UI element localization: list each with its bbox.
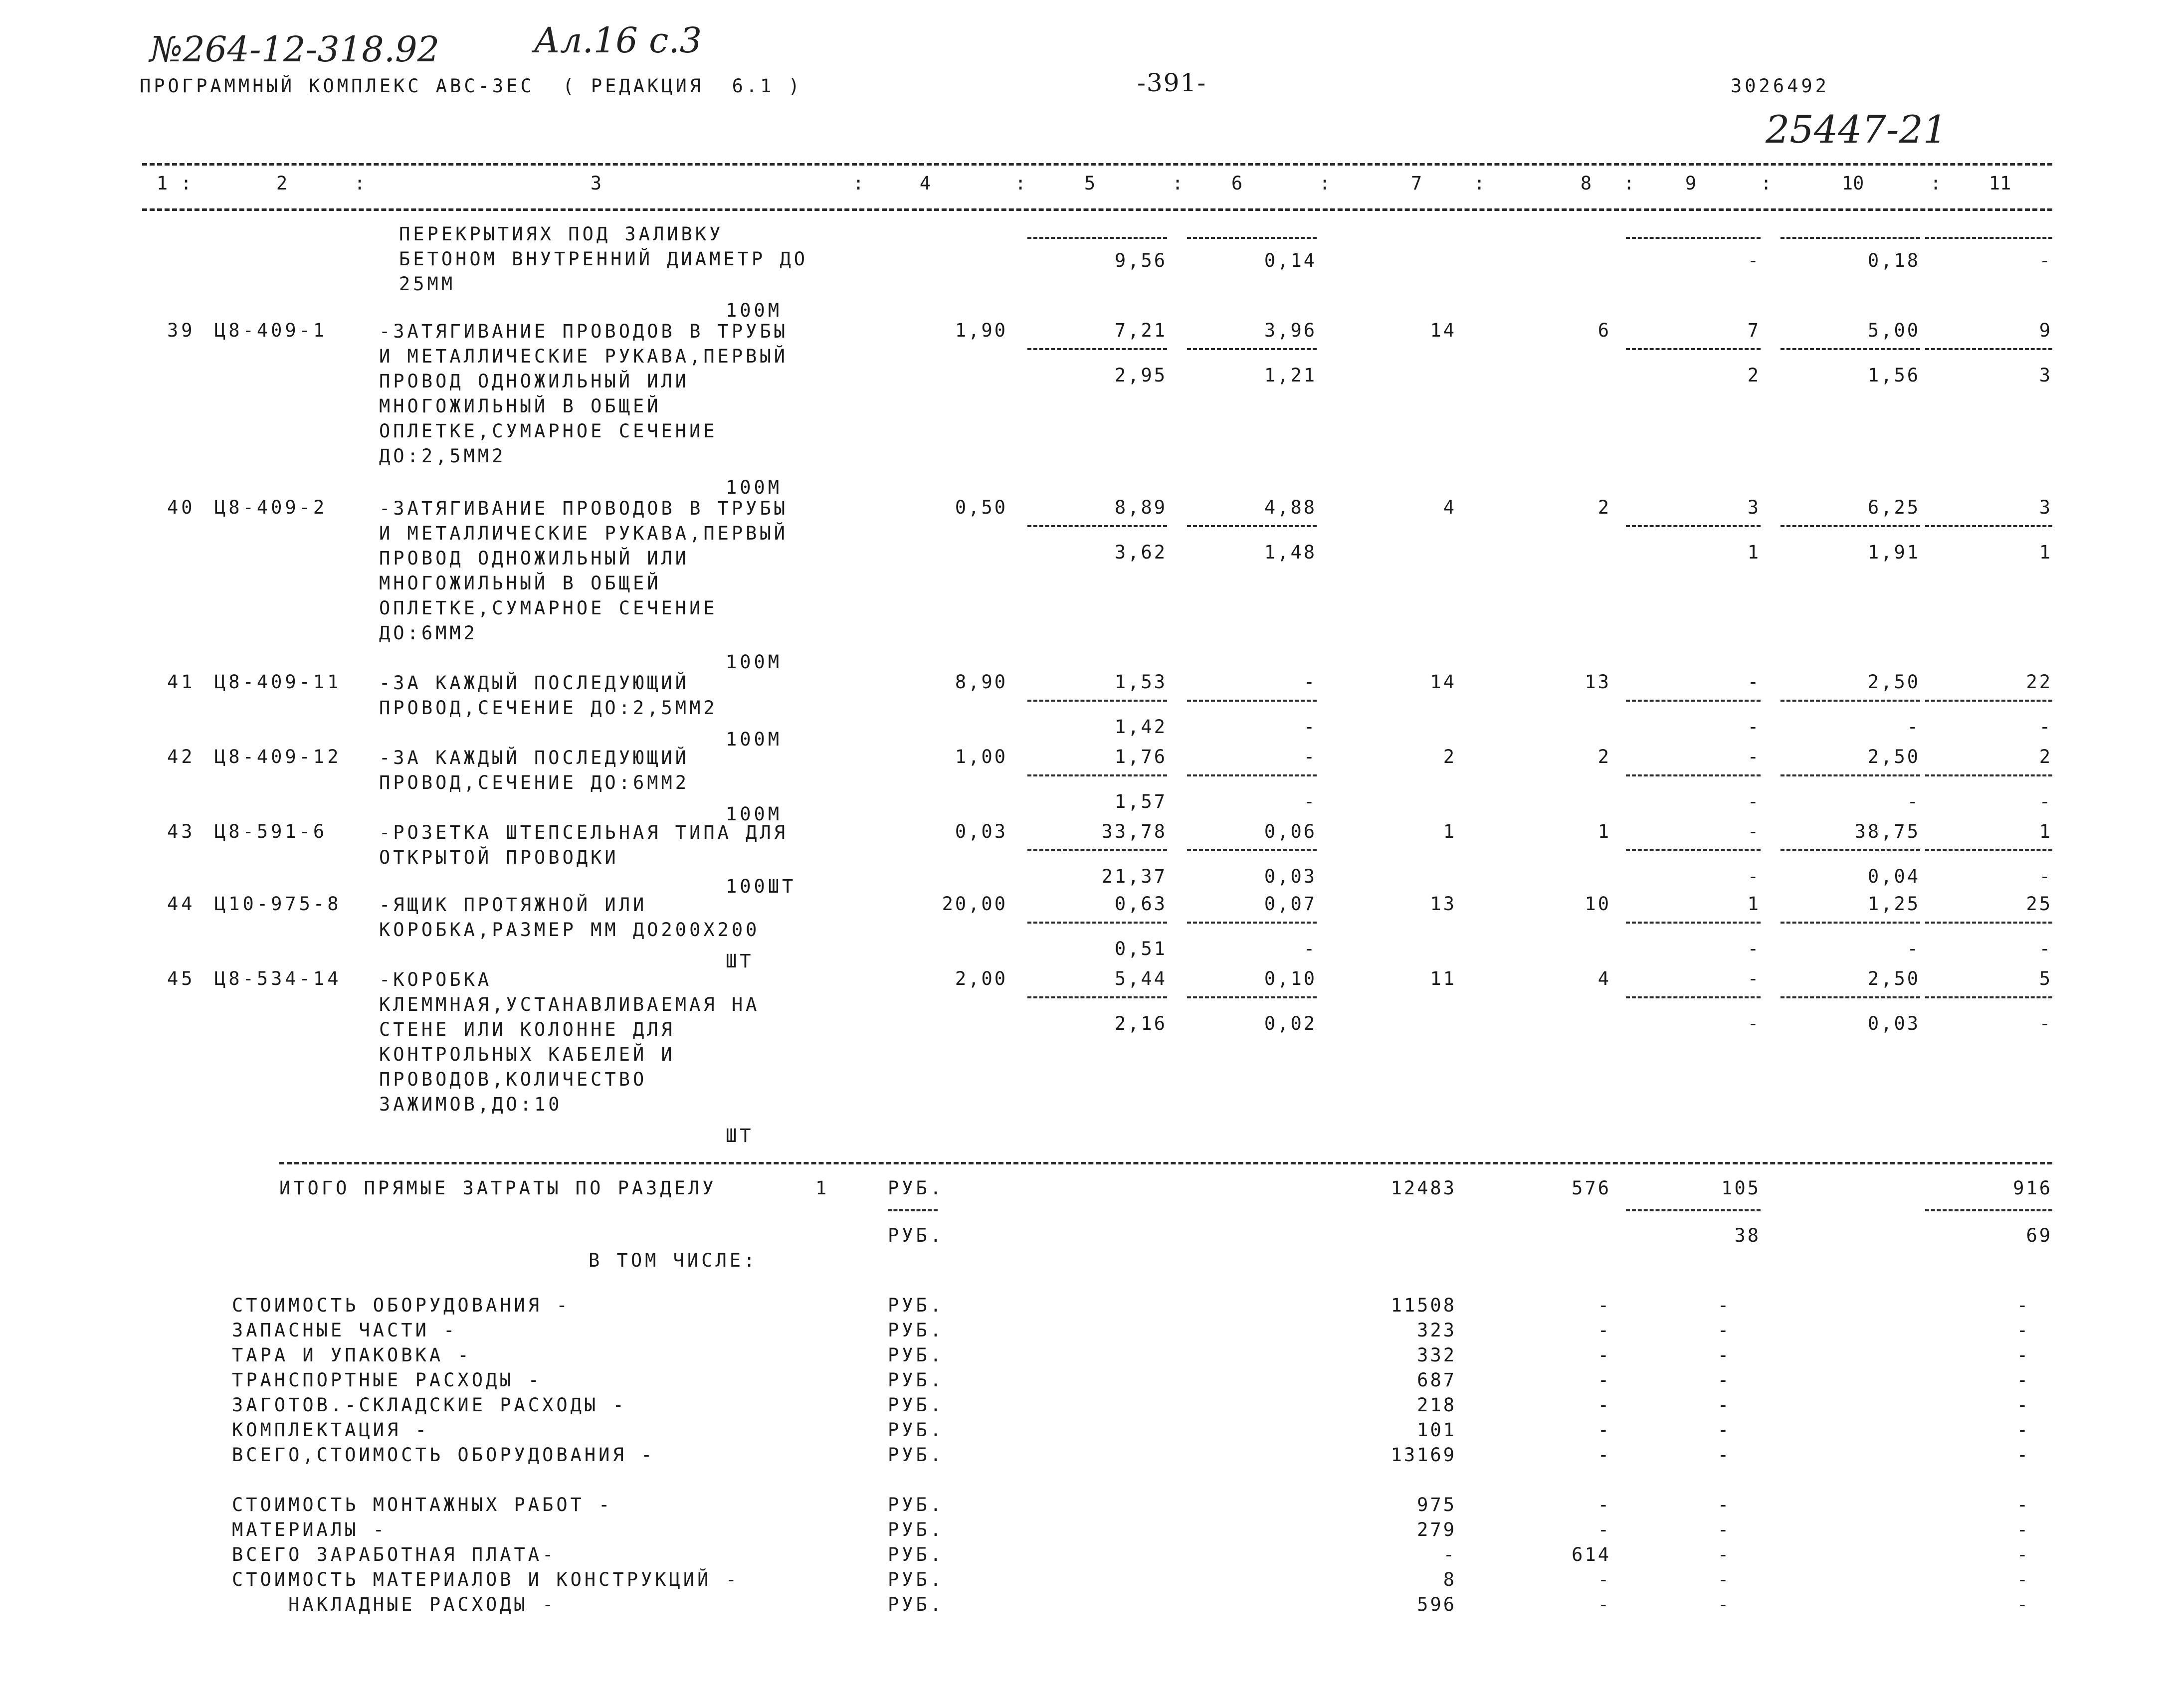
cell-c9: -: [1747, 1013, 1761, 1034]
cell-c7: 975: [1417, 1494, 1456, 1516]
cell-c7: 596: [1417, 1594, 1456, 1615]
row-unit: 100М: [726, 477, 783, 498]
totals-col11-rule: [1925, 1209, 2052, 1211]
cell-c11: -: [2016, 1295, 2030, 1316]
cell-rule-c6: [1187, 774, 1317, 776]
cell-c11: 25: [2026, 893, 2052, 915]
handwritten-doc-number: №264-12-318.92: [150, 29, 440, 70]
cell-c11: 3: [2039, 365, 2052, 386]
cell-c5: 1,42: [1114, 716, 1167, 738]
cell-c5: 3,62: [1114, 542, 1167, 563]
cell-rule-c6: [1187, 849, 1317, 851]
cell-c9: -: [1747, 746, 1761, 767]
column-number-5: 5: [1084, 173, 1096, 194]
cell-c5: 7,21: [1114, 320, 1167, 341]
cell-rule-c11: [1925, 849, 2052, 851]
cell-c7: 14: [1430, 320, 1456, 341]
row-description: -ЗАТЯГИВАНИЕ ПРОВОДОВ В ТРУБЫ И МЕТАЛЛИЧЕСКИЕ РУКАВА,ПЕРВЫЙ ПРОВОД ОДНОЖИЛЬНЫЙ ИЛИ МНОГОЖИЛЬНЫЙ В ОБЩЕЙ ОПЛЕТКЕ,СУМАРНОЕ СЕЧЕНИЕ ДО:6ММ2: [379, 498, 789, 644]
cell-c9: -: [1717, 1444, 1731, 1466]
cell-c6: 1,21: [1264, 365, 1317, 386]
totals-section: 1: [815, 1177, 830, 1199]
cell-c9: -: [1747, 968, 1761, 989]
cell-c6: 0,10: [1264, 968, 1317, 989]
row-unit: ШТ: [726, 950, 754, 972]
cell-c11: 9: [2039, 320, 2052, 341]
row-description: -ЗАТЯГИВАНИЕ ПРОВОДОВ В ТРУБЫ И МЕТАЛЛИЧЕСКИЕ РУКАВА,ПЕРВЫЙ ПРОВОД ОДНОЖИЛЬНЫЙ ИЛИ МНОГОЖИЛЬНЫЙ В ОБЩЕЙ ОПЛЕТКЕ,СУМАРНОЕ СЕЧЕНИЕ ДО:2,5ММ2: [379, 321, 789, 467]
totals-col9-rule: [1626, 1209, 1761, 1211]
cell-c9: 2: [1747, 365, 1761, 386]
cell-c10: 0,04: [1867, 866, 1920, 887]
totals-col9a: 105: [1721, 1177, 1761, 1199]
cell-rule-c5: [1027, 774, 1167, 776]
cell-c5: 33,78: [1101, 821, 1167, 842]
breakdown-currency: РУБ.: [888, 1369, 945, 1391]
cell-rule-c11: [1925, 700, 2052, 702]
row-code: Ц8-409-11: [214, 671, 342, 693]
totals-col9b: 38: [1734, 1225, 1761, 1246]
cell-rule-c10: [1781, 237, 1920, 239]
cell-c6: -: [1303, 791, 1317, 812]
cell-rule-c6: [1187, 996, 1317, 998]
cell-c8: -: [1597, 1494, 1611, 1516]
row-description: -ЗА КАЖДЫЙ ПОСЛЕДУЮЩИЙ ПРОВОД,СЕЧЕНИЕ ДО:6ММ2: [379, 747, 690, 793]
cell-c7: 14: [1430, 671, 1456, 693]
cell-c11: 1: [2039, 821, 2052, 842]
row-code: Ц8-409-2: [214, 497, 328, 518]
column-separator: :: [1319, 173, 1331, 194]
cell-c9: -: [1747, 716, 1761, 738]
cell-c7: 11508: [1390, 1295, 1456, 1316]
cell-c6: 4,88: [1264, 497, 1317, 518]
cell-c11: -: [2039, 791, 2052, 812]
cell-rule-c11: [1925, 996, 2052, 998]
cell-c10: 5,00: [1867, 320, 1920, 341]
cell-rule-c10: [1781, 774, 1920, 776]
cell-c9: -: [1747, 938, 1761, 959]
program-title: ПРОГРАММНЫЙ КОМПЛЕКС АВС-3ЕС ( РЕДАКЦИЯ 6.1 ): [140, 75, 802, 97]
row-code: Ц8-409-12: [214, 746, 342, 767]
header-rule-bottom: [142, 208, 2052, 211]
cell-c8: 10: [1585, 893, 1611, 915]
row-number: 45: [167, 968, 196, 989]
cell-c11: -: [2016, 1519, 2030, 1540]
cell-c9: 7: [1747, 320, 1761, 341]
cell-c10: 0,03: [1867, 1013, 1920, 1034]
cell-c9: -: [1717, 1419, 1731, 1441]
cell-c9: 1: [1747, 542, 1761, 563]
cell-c9: -: [1717, 1519, 1731, 1540]
cell-c4: 0,03: [955, 821, 1007, 842]
breakdown-label: МАТЕРИАЛЫ -: [232, 1519, 388, 1540]
cell-c6: -: [1303, 671, 1317, 693]
cell-rule-c11: [1925, 237, 2052, 239]
breakdown-currency: РУБ.: [888, 1295, 945, 1316]
totals-label: ИТОГО ПРЯМЫЕ ЗАТРАТЫ ПО РАЗДЕЛУ: [279, 1177, 717, 1199]
breakdown-currency: РУБ.: [888, 1419, 945, 1441]
cell-c6: 0,02: [1264, 1013, 1317, 1034]
row-description: -РОЗЕТКА ШТЕПСЕЛЬНАЯ ТИПА ДЛЯ ОТКРЫТОЙ ПРОВОДКИ: [379, 822, 789, 868]
cell-c8: -: [1597, 1444, 1611, 1466]
cell-c7: 101: [1417, 1419, 1456, 1441]
column-number-3: 3: [590, 173, 602, 194]
breakdown-label: СТОИМОСТЬ ОБОРУДОВАНИЯ -: [232, 1295, 571, 1316]
cell-c11: 1: [2039, 542, 2052, 563]
row-number: 40: [167, 497, 196, 518]
cell-c9: -: [1717, 1394, 1731, 1416]
row-unit: 100М: [726, 300, 783, 321]
cell-rule-c5: [1027, 922, 1167, 924]
cell-c11: -: [2016, 1394, 2030, 1416]
cell-c8: -: [1597, 1569, 1611, 1590]
cell-c6: -: [1303, 746, 1317, 767]
cell-c5: 5,44: [1114, 968, 1167, 989]
row-description: ПЕРЕКРЫТИЯХ ПОД ЗАЛИВКУ БЕТОНОМ ВНУТРЕННИЙ ДИАМЕТР ДО 25ММ: [399, 223, 808, 295]
cell-c11: -: [2039, 1013, 2052, 1034]
cell-c10: -: [1907, 938, 1920, 959]
column-separator: :: [1761, 173, 1772, 194]
column-number-6: 6: [1231, 173, 1243, 194]
cell-rule-c10: [1781, 922, 1920, 924]
cell-c4: 1,00: [955, 746, 1007, 767]
cell-c8: 6: [1597, 320, 1611, 341]
cell-c9: -: [1747, 821, 1761, 842]
column-separator: :: [1623, 173, 1635, 194]
cell-c7: 332: [1417, 1344, 1456, 1366]
column-separator: :: [853, 173, 864, 194]
cell-c4: 0,50: [955, 497, 1007, 518]
row-number: 42: [167, 746, 196, 767]
cell-c7: 13169: [1390, 1444, 1456, 1466]
cell-c11: -: [2039, 866, 2052, 887]
cell-rule-c10: [1781, 525, 1920, 527]
cell-c9: -: [1717, 1594, 1731, 1615]
breakdown-currency: РУБ.: [888, 1569, 945, 1590]
cell-c9: -: [1717, 1544, 1731, 1565]
column-separator: :: [354, 173, 366, 194]
cell-rule-c10: [1781, 996, 1920, 998]
row-number: 41: [167, 671, 196, 693]
totals-rule: [279, 1162, 2052, 1164]
cell-rule-c9: [1626, 700, 1761, 702]
row-description: -ЯЩИК ПРОТЯЖНОЙ ИЛИ КОРОБКА,РАЗМЕР ММ ДО200Х200: [379, 894, 760, 941]
cell-c8: 614: [1572, 1544, 1611, 1565]
row-code: Ц10-975-8: [214, 893, 342, 915]
cell-c11: 2: [2039, 746, 2052, 767]
cell-c11: -: [2016, 1419, 2030, 1441]
cell-c8: -: [1597, 1419, 1611, 1441]
cell-c10: 2,50: [1867, 968, 1920, 989]
totals-currency-1: РУБ.: [888, 1177, 945, 1199]
totals-currency-2: РУБ.: [888, 1225, 945, 1246]
cell-c8: 2: [1597, 746, 1611, 767]
cell-c10: 6,25: [1867, 497, 1920, 518]
cell-c9: -: [1717, 1569, 1731, 1590]
cell-c9: -: [1747, 250, 1761, 271]
cell-c8: 1: [1597, 821, 1611, 842]
row-unit: 100М: [726, 729, 783, 750]
handwritten-code: 25447-21: [1766, 107, 1948, 152]
cell-c10: -: [1907, 791, 1920, 812]
cell-rule-c11: [1925, 525, 2052, 527]
breakdown-currency: РУБ.: [888, 1519, 945, 1540]
cell-rule-c6: [1187, 700, 1317, 702]
page-number: -391-: [1137, 68, 1207, 97]
cell-c5: 1,76: [1114, 746, 1167, 767]
column-number-1: 1: [156, 173, 168, 194]
row-number: 44: [167, 893, 196, 915]
cell-c5: 1,53: [1114, 671, 1167, 693]
cell-c9: -: [1747, 671, 1761, 693]
cell-rule-c6: [1187, 237, 1317, 239]
cell-c8: 13: [1585, 671, 1611, 693]
cell-c5: 0,63: [1114, 893, 1167, 915]
cell-c6: 0,06: [1264, 821, 1317, 842]
row-unit: 100М: [726, 803, 783, 825]
cell-c4: 8,90: [955, 671, 1007, 693]
breakdown-currency: РУБ.: [888, 1344, 945, 1366]
cell-rule-c10: [1781, 849, 1920, 851]
breakdown-label: ЗАПАСНЫЕ ЧАСТИ -: [232, 1320, 458, 1341]
breakdown-label: СТОИМОСТЬ МАТЕРИАЛОВ И КОНСТРУКЦИЙ -: [232, 1569, 740, 1590]
cell-c5: 21,37: [1101, 866, 1167, 887]
cell-c8: -: [1597, 1344, 1611, 1366]
cell-rule-c10: [1781, 348, 1920, 350]
cell-c11: -: [2016, 1569, 2030, 1590]
column-separator: :: [1474, 173, 1485, 194]
cell-c11: -: [2016, 1344, 2030, 1366]
cell-c8: -: [1597, 1519, 1611, 1540]
cell-c6: -: [1303, 716, 1317, 738]
breakdown-currency: РУБ.: [888, 1394, 945, 1416]
cell-c7: 8: [1443, 1569, 1456, 1590]
header-rule-top: [142, 163, 2052, 166]
totals-col8: 576: [1572, 1177, 1611, 1199]
cell-c7: 1: [1443, 821, 1456, 842]
row-code: Ц8-591-6: [214, 821, 328, 842]
cell-c10: 0,18: [1867, 250, 1920, 271]
column-number-2: 2: [276, 173, 288, 194]
row-code: Ц8-534-14: [214, 968, 342, 989]
cell-c4: 20,00: [942, 893, 1007, 915]
column-number-8: 8: [1580, 173, 1592, 194]
totals-currency-rule: [888, 1209, 938, 1211]
cell-c10: 1,91: [1867, 542, 1920, 563]
cell-c11: -: [2016, 1320, 2030, 1341]
cell-c9: 3: [1747, 497, 1761, 518]
cell-rule-c9: [1626, 525, 1761, 527]
column-separator: :: [1172, 173, 1184, 194]
breakdown-label: ТРАНСПОРТНЫЕ РАСХОДЫ -: [232, 1369, 543, 1391]
cell-c8: -: [1597, 1394, 1611, 1416]
totals-col11a: 916: [2013, 1177, 2052, 1199]
cell-c6: 0,03: [1264, 866, 1317, 887]
cell-rule-c11: [1925, 348, 2052, 350]
cell-c5: 1,57: [1114, 791, 1167, 812]
cell-c8: -: [1597, 1369, 1611, 1391]
cell-c8: 2: [1597, 497, 1611, 518]
cell-c9: -: [1747, 866, 1761, 887]
totals-col7: 12483: [1390, 1177, 1456, 1199]
row-description: -ЗА КАЖДЫЙ ПОСЛЕДУЮЩИЙ ПРОВОД,СЕЧЕНИЕ ДО:2,5ММ2: [379, 672, 718, 719]
cell-c10: 38,75: [1854, 821, 1920, 842]
cell-c6: 0,07: [1264, 893, 1317, 915]
cell-rule-c5: [1027, 700, 1167, 702]
row-unit: ШТ: [726, 1125, 754, 1146]
column-number-11: 11: [1988, 173, 2011, 194]
cell-c7: 687: [1417, 1369, 1456, 1391]
column-separator: :: [1015, 173, 1026, 194]
column-number-10: 10: [1841, 173, 1864, 194]
cell-c11: -: [2016, 1494, 2030, 1516]
cell-rule-c9: [1626, 774, 1761, 776]
cell-c10: 1,25: [1867, 893, 1920, 915]
breakdown-label: ВСЕГО ЗАРАБОТНАЯ ПЛАТА-: [232, 1544, 557, 1565]
cell-rule-c6: [1187, 348, 1317, 350]
cell-rule-c11: [1925, 922, 2052, 924]
column-separator: :: [1930, 173, 1942, 194]
row-unit: 100М: [726, 651, 783, 673]
cell-c11: 3: [2039, 497, 2052, 518]
cell-rule-c5: [1027, 348, 1167, 350]
breakdown-currency: РУБ.: [888, 1544, 945, 1565]
cell-c11: -: [2016, 1369, 2030, 1391]
cell-c5: 9,56: [1114, 250, 1167, 271]
cell-c7: 2: [1443, 746, 1456, 767]
row-unit: 100ШТ: [726, 876, 796, 897]
including-heading: В ТОМ ЧИСЛЕ:: [589, 1250, 758, 1271]
cell-c9: -: [1747, 791, 1761, 812]
cell-c5: 2,95: [1114, 365, 1167, 386]
cell-rule-c9: [1626, 922, 1761, 924]
column-number-7: 7: [1410, 173, 1422, 194]
cell-rule-c6: [1187, 922, 1317, 924]
cell-c8: -: [1597, 1320, 1611, 1341]
breakdown-currency: РУБ.: [888, 1494, 945, 1516]
cell-c11: 5: [2039, 968, 2052, 989]
row-code: Ц8-409-1: [214, 320, 328, 341]
cell-c6: 1,48: [1264, 542, 1317, 563]
cell-c11: -: [2039, 938, 2052, 959]
cell-rule-c9: [1626, 237, 1761, 239]
breakdown-currency: РУБ.: [888, 1594, 945, 1615]
row-number: 43: [167, 821, 196, 842]
column-number-4: 4: [919, 173, 931, 194]
cell-c9: -: [1717, 1320, 1731, 1341]
handwritten-album: Ал.16 с.3: [534, 20, 702, 61]
cell-c7: 218: [1417, 1394, 1456, 1416]
cell-c7: 323: [1417, 1320, 1456, 1341]
cell-c11: -: [2016, 1444, 2030, 1466]
cell-c7: 11: [1430, 968, 1456, 989]
cell-c8: -: [1597, 1295, 1611, 1316]
cell-c10: 2,50: [1867, 671, 1920, 693]
document-id: 3026492: [1731, 75, 1829, 97]
cell-c8: 4: [1597, 968, 1611, 989]
cell-rule-c11: [1925, 774, 2052, 776]
cell-c7: 13: [1430, 893, 1456, 915]
cell-rule-c9: [1626, 996, 1761, 998]
cell-c11: -: [2039, 716, 2052, 738]
breakdown-label: СТОИМОСТЬ МОНТАЖНЫХ РАБОТ -: [232, 1494, 613, 1516]
cell-rule-c5: [1027, 525, 1167, 527]
cell-c9: -: [1717, 1369, 1731, 1391]
cell-c9: -: [1717, 1344, 1731, 1366]
column-number-9: 9: [1685, 173, 1697, 194]
cell-c11: -: [2016, 1544, 2030, 1565]
cell-c5: 0,51: [1114, 938, 1167, 959]
row-number: 39: [167, 320, 196, 341]
breakdown-currency: РУБ.: [888, 1444, 945, 1466]
cell-c6: -: [1303, 938, 1317, 959]
cell-c8: -: [1597, 1594, 1611, 1615]
cell-c7: 4: [1443, 497, 1456, 518]
cell-c10: -: [1907, 716, 1920, 738]
cell-c7: -: [1443, 1544, 1456, 1565]
breakdown-label: ЗАГОТОВ.-СКЛАДСКИЕ РАСХОДЫ -: [232, 1394, 627, 1416]
cell-rule-c5: [1027, 996, 1167, 998]
cell-c6: 0,14: [1264, 250, 1317, 271]
cell-c11: 22: [2026, 671, 2052, 693]
cell-rule-c9: [1626, 849, 1761, 851]
cell-rule-c5: [1027, 849, 1167, 851]
column-separator: :: [181, 173, 192, 194]
breakdown-label: ТАРА И УПАКОВКА -: [232, 1344, 472, 1366]
breakdown-currency: РУБ.: [888, 1320, 945, 1341]
cell-rule-c5: [1027, 237, 1167, 239]
cell-c4: 2,00: [955, 968, 1007, 989]
cell-c5: 2,16: [1114, 1013, 1167, 1034]
cell-c9: 1: [1747, 893, 1761, 915]
breakdown-label: ВСЕГО,СТОИМОСТЬ ОБОРУДОВАНИЯ -: [232, 1444, 655, 1466]
cell-c10: 1,56: [1867, 365, 1920, 386]
cell-c11: -: [2039, 250, 2052, 271]
cell-c10: 2,50: [1867, 746, 1920, 767]
cell-c6: 3,96: [1264, 320, 1317, 341]
cell-c11: -: [2016, 1594, 2030, 1615]
cell-rule-c10: [1781, 700, 1920, 702]
cell-c5: 8,89: [1114, 497, 1167, 518]
cell-rule-c6: [1187, 525, 1317, 527]
cell-c7: 279: [1417, 1519, 1456, 1540]
cell-rule-c9: [1626, 348, 1761, 350]
cell-c9: -: [1717, 1494, 1731, 1516]
row-description: -КОРОБКА КЛЕММНАЯ,УСТАНАВЛИВАЕМАЯ НА СТЕНЕ ИЛИ КОЛОННЕ ДЛЯ КОНТРОЛЬНЫХ КАБЕЛЕЙ И ПРОВОДОВ,КОЛИЧЕСТВО ЗАЖИМОВ,ДО:10: [379, 969, 760, 1115]
breakdown-label: НАКЛАДНЫЕ РАСХОДЫ -: [232, 1594, 557, 1615]
totals-col11b: 69: [2026, 1225, 2052, 1246]
breakdown-label: КОМПЛЕКТАЦИЯ -: [232, 1419, 429, 1441]
cell-c9: -: [1717, 1295, 1731, 1316]
cell-c4: 1,90: [955, 320, 1007, 341]
